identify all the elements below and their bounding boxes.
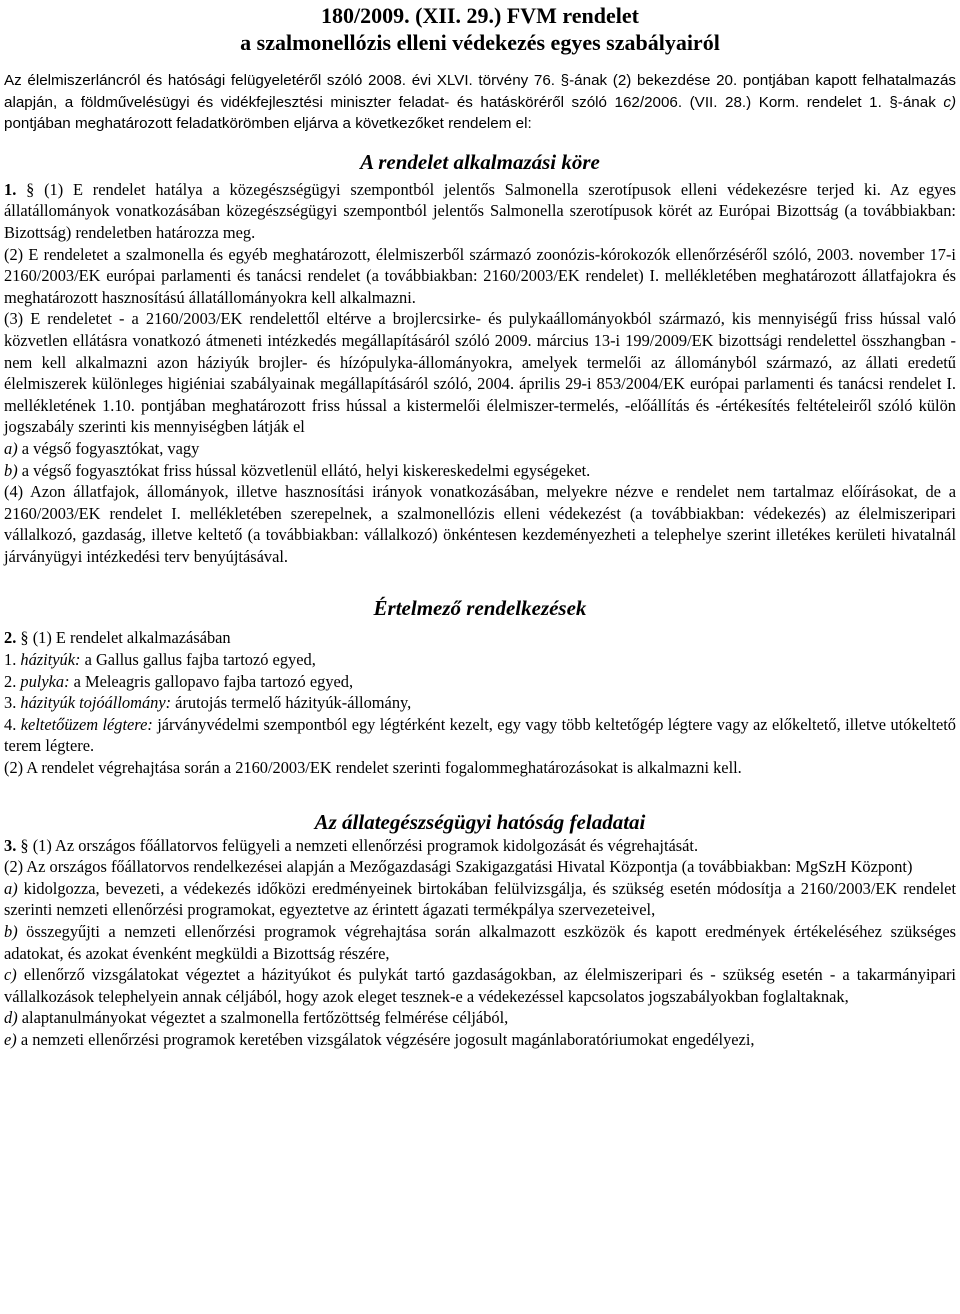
- definition-number: 2.: [4, 671, 21, 691]
- definition-term: pulyka:: [20, 671, 70, 691]
- point-label: c): [4, 965, 17, 985]
- section-1-point-a: [4, 438, 956, 460]
- section-3-para-1: [4, 835, 956, 857]
- section-1-para-3: (3) E rendeletet - a 2160/2003/EK rendelettől eltérve a brojlercsirke- és pulykaállományokból származó, kis mennyiségű friss hússal való közvetlen ellátásra vonatkozó átmeneti intézkedés megállapításáról szóló 2009. március 13-i 199/2009/EK bizottsági rendelettel összhangban - nem kell alkalmazni azon háziyúk brojler- és hízópulyka-állományokra, amelyek termelői az állományból származó, az állati eredetű élelmiszerek különleges higiéniai szabályainak megállapításáról szóló, 2004. április 29-i 853/2004/EK európai parlamenti és tanácsi rendelet I. mellékletének 1.10. pontjában meghatározott friss hússal a kistermelői élelmiszer-termelés, -előállítás és -értékesítés feltételeiről szóló külön jogszabály szerinti kis mennyiségben látják el: [4, 309, 956, 437]
- section-heading-definitions: Értelmező rendelkezések: [373, 596, 587, 621]
- title-line-2: a szalmonellózis elleni védekezés egyes szabályairól: [240, 30, 720, 55]
- section-1-para-1-text: § (1) E rendelet hatálya a közegészségügyi szempontból jelentős Salmonella szerotípusok elleni védekezésre terjed ki. Az egyes állatállományok vonatkozásában közegészségügyi szempontból jelentős Salmonella szerotípusok körét az Európai Bizottság (a továbbiakban: Bizottság) rendeletben határozza meg.: [4, 179, 956, 242]
- section-3-point-b: [4, 921, 956, 964]
- section-1-para-4: (4) Azon állatfajok, állományok, illetve hasznosítási irányok vonatkozásában, melyekre nézve e rendelet nem tartalmaz előírásokat, de a 2160/2003/EK rendelet I. mellékletében szerepelnek, a szalmonellózis elleni védekezést (a továbbiakban: védekezés) az élelmiszeripari vállalkozó, gazdaság, illetve keltető (a továbbiakban: vállalkozó) önkéntesen kezdeményezheti a telephelye szerint illetékes kerületi hivatalnál járványügyi intézkedési terv benyújtásával.: [4, 482, 956, 566]
- preamble-text-a: Az élelmiszerláncról és hatósági felügyeletéről szóló 2008. évi XLVI. törvény 76. §-ának (2) bekezdése 20. pontjában kapott felhatalmazás alapján, a földművelésügyi és vidékfejlesztési miniszter feladat- és hatásköréről szóló 162/2006. (VII. 28.) Korm. rendelet 1. §-ának: [4, 72, 956, 111]
- point-text: ellenőrző vizsgálatokat végeztet a házityúkot és pulykát tartó gazdaságokban, az élelmiszeripari és - szükség esetén - a takarmányipari vállalkozások telephelyein annak céljából, hogy azok eleget tesznek-e a védekezéssel kapcsolatos jogszabályokban foglaltaknak,: [4, 965, 956, 1006]
- point-label: a): [4, 438, 18, 458]
- document-page: [0, 2, 960, 1314]
- point-text: a nemzeti ellenőrzési programok keretében vizsgálatok végzésére jogosult magánlaboratóriumokat engedélyezi,: [16, 1029, 755, 1049]
- point-text: alaptanulmányokat végeztet a szalmonella fertőzöttség felmérése céljából,: [17, 1008, 509, 1028]
- definition-number: 3.: [4, 693, 21, 713]
- section-3-point-e: [4, 1029, 956, 1051]
- definition-2: [4, 671, 956, 693]
- point-label: e): [4, 1029, 17, 1049]
- section-3-para-1-text: § (1) Az országos főállatorvos felügyeli a nemzeti ellenőrzési programok kidolgozását és végrehajtását.: [16, 835, 699, 855]
- section-3-point-d: [4, 1007, 956, 1029]
- point-text: a végső fogyasztókat friss hússal közvetlenül ellátó, helyi kiskereskedelmi egységeket.: [17, 460, 591, 480]
- preamble: [4, 70, 956, 135]
- section-3-para-2: (2) Az országos főállatorvos rendelkezései alapján a Mezőgazdasági Szakigazgatási Hivatal Központja (a továbbiakban: MgSzH Központ): [4, 857, 913, 877]
- point-text: kidolgozza, bevezeti, a védekezés időközi eredményeinek birtokában felülvizsgálja, és szükség esetén módosítja a 2160/2003/EK rendelet szerinti nemzeti ellenőrzési programokat, egyeztetve az érintett ágazati termékpálya szervezeteivel,: [4, 878, 956, 920]
- definition-term: házityúk:: [20, 650, 81, 670]
- point-text: a végső fogyasztókat, vagy: [17, 438, 200, 458]
- section-1-para-2: (2) E rendeletet a szalmonella és egyéb meghatározott, élelmiszerből származó zoonózis-kórokozók ellenőrzéséről szóló, 2003. november 17-i 2160/2003/EK európai parlamenti és tanácsi rendelet (a továbbiakban: 2160/2003/EK rendelet) I. mellékletében meghatározott állatfajokra és meghatározott hasznosítású állatállományokra kell alkalmazni.: [4, 244, 956, 307]
- definition-text: a Meleagris gallopavo fajba tartozó egyed,: [69, 671, 354, 691]
- section-2-para-1-text: § (1) E rendelet alkalmazásában: [16, 628, 231, 648]
- definition-text: árutojás termelő házityúk-állomány,: [171, 693, 412, 713]
- definition-number: 1.: [4, 650, 21, 670]
- section-3-point-c: [4, 964, 956, 1007]
- section-heading-scope: A rendelet alkalmazási köre: [360, 149, 600, 174]
- section-2-para-1: [4, 627, 956, 649]
- preamble-text-b: pontjában meghatározott feladatkörömben eljárva a következőket rendelem el:: [4, 115, 532, 133]
- point-label: a): [4, 878, 18, 898]
- definition-text: a Gallus gallus fajba tartozó egyed,: [80, 650, 316, 670]
- definition-text: járványvédelmi szempontból egy légtérként kezelt, egy vagy több keltetőgép légtere vagy az előkeltető, illetve utókeltető terem légtere.: [4, 714, 956, 756]
- point-label: d): [4, 1008, 18, 1028]
- section-1-number: 1.: [4, 179, 17, 199]
- definition-3: [4, 692, 956, 714]
- section-heading-authority: Az állategészségügyi hatóság feladatai: [314, 809, 646, 834]
- section-1-point-b: [4, 460, 956, 482]
- preamble-point-c: c): [943, 93, 956, 111]
- definition-4: [4, 714, 956, 757]
- section-3-number: 3.: [4, 835, 17, 855]
- title-line-1: 180/2009. (XII. 29.) FVM rendelet: [321, 3, 639, 28]
- section-2-number: 2.: [4, 628, 17, 648]
- section-3-point-a: [4, 878, 956, 921]
- point-label: b): [4, 922, 18, 941]
- definition-number: 4.: [4, 714, 21, 734]
- definition-term: házityúk tojóállomány:: [20, 693, 172, 713]
- point-label: b): [4, 460, 18, 480]
- definition-term: keltetőüzem légtere:: [20, 714, 153, 734]
- section-1-para-1: [4, 179, 956, 244]
- definition-1: [4, 649, 956, 671]
- point-text: összegyűjti a nemzeti ellenőrzési programok végrehajtása során alkalmazott eszközök és kapott eredmények értékeléséhez szükséges adatokat, és azokat évenként megküldi a Bizottság részére,: [4, 922, 956, 963]
- document-title: [4, 2, 956, 56]
- section-2-para-2: (2) A rendelet végrehajtása során a 2160/2003/EK rendelet szerinti fogalommeghatározásokat is alkalmazni kell.: [4, 758, 742, 778]
